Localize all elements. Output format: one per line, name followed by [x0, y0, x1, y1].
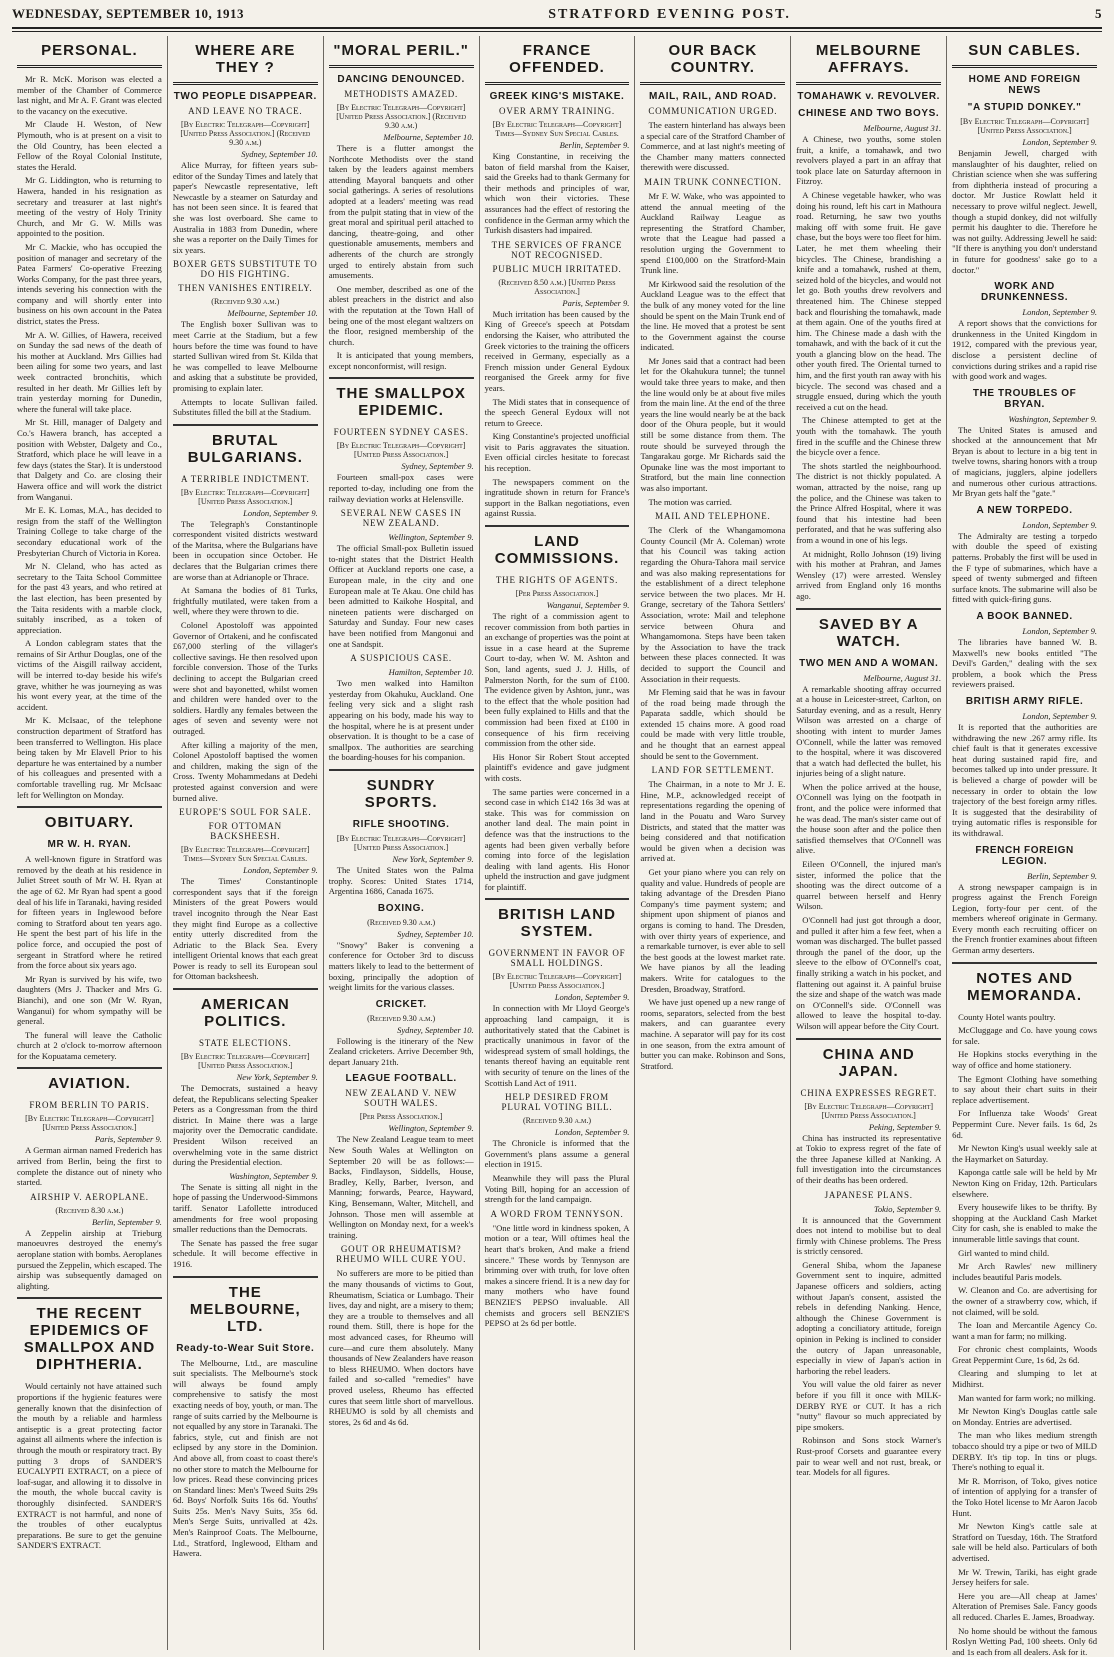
- article-paragraph: Mr Claude H. Weston, of New Plymouth, who is at present on a visit to the Old Country, has been elected a Fellow of the Royal Colonial Institute, states the Herald.: [17, 119, 162, 172]
- article-paragraph: There is a flutter amongst the Northcote Methodists over the stand taken by the leaders against members attending Mayoral banquets and other social gatherings. A series of resolutions adopted at a leaders' meeting was read from the pulpit stating that in view of the great moral and spiritual peril attached to dancing, theatre-going, and other questionable amusements, members and adherents of the church are strongly urged to entirely abstain from such amusements.: [328, 143, 474, 281]
- article-subheading: OVER ARMY TRAINING.: [499, 106, 615, 116]
- article-paragraph: Eileen O'Connell, the injured man's sister, informed the police that the shooting was the direct outcome of a quarrel between herself and Henry Wilson.: [796, 859, 942, 912]
- page-number: 5: [1095, 6, 1102, 21]
- section-rule: [17, 1297, 162, 1299]
- dateline: London, September 9.: [243, 865, 318, 876]
- article-headline: THE MELBOURNE, LTD.: [189, 1283, 301, 1335]
- column-heading: WHERE ARE THEY ?: [173, 36, 318, 85]
- dateline: Berlin, September 9.: [559, 140, 630, 150]
- article-paragraph: A German airman named Frederich has arrived from Berlin, being the first to complete the distance out of ninety who started.: [17, 1145, 162, 1188]
- article-headline: SAVED BY A WATCH.: [818, 615, 919, 650]
- article-subheading: A WORD FROM TENNYSON.: [490, 1208, 624, 1219]
- column-heading: MELBOURNE AFFRAYS.: [796, 36, 941, 85]
- article-paragraph: Mr Newton King's usual weekly sale at the Haymarket on Saturday.: [952, 1143, 1098, 1164]
- article-paragraph: Attempts to locate Sullivan failed. Substitutes filled the bill at the Stadium.: [172, 396, 318, 418]
- dateline: Washington, September 9.: [229, 1170, 318, 1181]
- article-paragraph: King Constantine's projected unofficial visit to Paris aggravates the situation. Even official circles hesitate to forecast his reception.: [484, 431, 630, 474]
- article-paragraph: The Ioan and Mercantile Agency Co. want a man for farm; no milking.: [952, 1320, 1098, 1341]
- article-subheading: CRICKET.: [375, 998, 427, 1010]
- article-subheading: GREEK KING'S MISTAKE.: [489, 91, 625, 102]
- dateline: Sydney, September 9.: [401, 461, 474, 472]
- article-paragraph: Mr Newton King's Douglas cattle sale on Monday. Entries are advertised.: [952, 1406, 1098, 1427]
- column-heading: FRANCE OFFENDED.: [485, 36, 630, 85]
- article-subheading: RIFLE SHOOTING.: [352, 818, 450, 830]
- section-rule: [329, 769, 474, 771]
- article-paragraph: The motion was carried.: [648, 496, 732, 507]
- dateline: Sydney, September 10.: [241, 149, 318, 159]
- article-paragraph: The Chairman, in a note to Mr J. E. Hine, M.P., acknowledged receipt of representations regarding the opening of land in the Pouatu and Waro Survey Districts, and stated that the matter was being considered and that notification would be given when a decision was arrived at.: [640, 779, 786, 864]
- dateline: New York, September 9.: [392, 853, 474, 864]
- dateline: London, September 9.: [1022, 137, 1098, 147]
- article-paragraph: After killing a majority of the men, Colonel Apostoloff baptised the women and children, making the sign of the Cross. Twenty Mohammedans at Dedehi protested against conversion and were burned alive.: [172, 739, 318, 803]
- article-subheading: THEN VANISHES ENTIRELY.: [178, 283, 313, 294]
- article-paragraph: His Honor Sir Robert Stout accepted plaintiff's evidence and gave judgment with costs.: [484, 751, 630, 783]
- wire-credit: [By Electric Telegraph—Copyright] Times—Sydney Sun Special Cables.: [492, 120, 622, 138]
- article-paragraph: The United States won the Palma trophy. Scores: United States 1714, Argentina 1686, Canada 1675.: [328, 864, 474, 897]
- dateline: Melbourne, September 10.: [383, 132, 474, 142]
- article-paragraph: It is announced that the Government does not intend to mobilise but to deal firmly with Chinese problems. The Press is strictly censored.: [796, 1214, 942, 1257]
- article-paragraph: The Senate is sitting all night in the hope of passing the Underwood-Simmons tariff. Senator Lafollette introduced amendments for free wool proposing smaller reductions than the Democrats.: [172, 1181, 318, 1235]
- column-where-are-they: [168, 36, 324, 1650]
- article-paragraph: The Egmont Clothing have something to say about their chart suits in their replace advertisement.: [952, 1073, 1098, 1105]
- article-subheading: GOVERNMENT IN FAVOR OF SMALL HOLDINGS.: [488, 948, 626, 969]
- article-headline: NOTES AND MEMORANDA.: [967, 969, 1083, 1004]
- article-paragraph: Mr Fleming said that he was in favour of the road being made through the Paparata saddle, which should be extended 15 chains more. A good road could be made with very little trouble, and he thought that an earnest appeal should be sent to the Government.: [640, 687, 786, 761]
- article-headline: BRITISH LAND SYSTEM.: [498, 906, 616, 941]
- dateline: Washington, September 9.: [1008, 413, 1098, 424]
- wire-credit: [By Electric Telegraph—Copyright] [United Press Association.]: [336, 441, 466, 460]
- article-paragraph: Clearing and slumping to let at Midhirst.: [952, 1368, 1098, 1390]
- masthead-date: WEDNESDAY, SEPTEMBER 10, 1913: [12, 6, 245, 21]
- wire-credit: [By Electric Telegraph—Copyright] [United Press Association.] (Received 9.30 a.m.): [180, 120, 311, 147]
- article-paragraph: When the police arrived at the house, O'Connell was lying on the footpath in front, and the police were informed that he was dead. The man's sister came out of the house soon after and the police then satisfied themselves that O'Connell was alive.: [796, 781, 942, 856]
- column-heading: SUN CABLES.: [952, 36, 1097, 68]
- columns: [12, 36, 1102, 1657]
- article-paragraph: Two men walked into Hamilton yesterday from Okahuku, Auckland. One feeling very sick and a slight rash appearing on his body, made his way to the hospital, where he is at present under observation. It is thought to be a case of smallpox. The authorities are searching the boarding-houses for his companion.: [328, 678, 474, 763]
- wire-credit: [By Electric Telegraph—Copyright] [United Press Association.]: [180, 487, 310, 506]
- dateline: London, September 9.: [554, 992, 630, 1003]
- article-subheading: Ready-to-Wear Suit Store.: [176, 1342, 315, 1354]
- article-paragraph: Alice Murray, for fifteen years sub-editor of the Sunday Times and lately that paper's Newcastle representative, left Newcastle by a steamer on Saturday and has not been seen since. It is feared that she was lost overboard. She came to Australia in 1883 from Dunedin, where she was a reporter on the Daily Times for six years.: [172, 160, 318, 255]
- article-subheading: FROM BERLIN TO PARIS.: [29, 1100, 150, 1111]
- article-paragraph: It is anticipated that young members, except nonconformist, will resign.: [328, 350, 474, 371]
- column-sun-cables: [947, 36, 1102, 1657]
- wire-credit: [By Electric Telegraph—Copyright] [United Press Association.]: [180, 1052, 310, 1071]
- article-paragraph: A report shows that the convictions for drunkenness in the United Kingdom in 1912, compared with the previous year, disclose a persistent decline of convictions during strikes and a rapid rise with good work and wages.: [952, 318, 1098, 382]
- article-paragraph: Mr F. W. Wake, who was appointed to attend the annual meeting of the Auckland Railway League as representing the Stratford Chamber, wrote that the League had passed a resolution urging the Government to spend £100,000 on the Stratford-Main Trunk line.: [640, 190, 786, 276]
- article-paragraph: The Telegraph's Constantinople correspondent visited districts westward of the Maritsa, where the Bulgarians have been in occupation since October. He declares that the Bulgarian crimes there are worse than at Adrianople or Thrace.: [172, 518, 318, 582]
- article-paragraph: Mr A. W. Gillies, of Hawera, received on Sunday the sad news of the death of his mother at Auckland. Mrs Gillies had been ailing for some two years, and last week contracted bronchitis, which resulted in her death. Mr Gillies left by train yesterday morning for Dunedin, where the funeral will take place.: [17, 329, 162, 414]
- article-subheading: THE RIGHTS OF AGENTS.: [495, 575, 619, 586]
- article-subheading: MR W. H. RYAN.: [47, 839, 132, 851]
- section-rule: [485, 525, 630, 527]
- article-paragraph: A Zeppelin airship at Trieburg manoeuvres destroyed the enemy's aeroplane station with bombs. Aeroplanes pursued the Zeppelin, which escaped. The airship was subsequently damaged on alighting.: [17, 1227, 162, 1291]
- article-paragraph: McCluggage and Co. have young cows for sale.: [952, 1025, 1098, 1046]
- article-subheading: DANCING DENOUNCED.: [337, 74, 465, 85]
- article-subheading: METHODISTS AMAZED.: [344, 89, 459, 99]
- article-headline: AMERICAN POLITICS.: [200, 996, 290, 1031]
- article-paragraph: The Admiralty are testing a torpedo with double the speed of existing patterns. Probably the first will be used in the F type of submarines, which have a speed of twenty submerged and fifteen surface knots. The submarine will also be fitted with quick-firing guns.: [952, 530, 1098, 605]
- wire-credit: [By Electric Telegraph—Copyright] [United Press Association.] (Received 9.30 a.m.): [336, 103, 467, 130]
- wire-credit: [By Electric Telegraph—Copyright] Times—Sydney Sun Special Cables.: [180, 845, 310, 864]
- dateline: Berlin, September 9.: [91, 1216, 162, 1227]
- dateline: London, September 9.: [1022, 307, 1098, 318]
- section-rule: [485, 898, 630, 900]
- article-headline: CHINA AND JAPAN.: [822, 1045, 915, 1080]
- article-subheading: TWO MEN AND A WOMAN.: [799, 657, 939, 669]
- wire-credit: [By Electric Telegraph—Copyright] [United Press Association.]: [804, 1101, 934, 1120]
- article-subheading: MAIL AND TELEPHONE.: [655, 511, 771, 522]
- article-paragraph: Mr Ryan is survived by his wife, two daughters (Mrs J. Thacker and Mrs G. Bianchi), and one son (Mr W. Ryan, Wanganui) for whom sympathy will be general.: [17, 973, 162, 1027]
- dateline: London, September 9.: [1022, 626, 1098, 636]
- article-headline: SUNDRY SPORTS.: [364, 776, 438, 811]
- article-headline: THE SMALLPOX EPIDEMIC.: [336, 385, 466, 420]
- wire-credit: [Per Press Association.]: [515, 589, 599, 599]
- article-paragraph: For chronic chest complaints, Woods Great Peppermint Cure, 1s 6d, 2s 6d.: [952, 1344, 1098, 1365]
- wire-credit: (Received 9.30 a.m.): [367, 1013, 436, 1023]
- column-personal: [12, 36, 168, 1650]
- article-paragraph: In connection with Mr Lloyd George's approaching land campaign, it is authoritatively stated that the Cabinet is practically unanimous in favor of the widespread system of small holdings, the tenants thereof having an equitable rent with security of tenure on the lines of the Scottish Land Act of 1911.: [484, 1003, 630, 1088]
- article-subheading: LEAGUE FOOTBALL.: [345, 1073, 457, 1085]
- wire-credit: (Received 9.30 a.m.): [367, 917, 436, 927]
- section-rule: [329, 377, 474, 379]
- article-headline: LAND COMMISSIONS.: [494, 533, 620, 568]
- masthead-title: STRATFORD EVENING POST.: [548, 7, 791, 22]
- article-subheading: A SUSPICIOUS CASE.: [350, 653, 452, 664]
- column-heading: OUR BACK COUNTRY.: [640, 36, 785, 85]
- article-paragraph: The eastern hinterland has always been a special care of the Stratford Chamber of Commerce, and at last night's meeting of the Chamber many matters connected therewith were discussed.: [640, 120, 786, 173]
- dateline: Paris, September 9.: [562, 297, 630, 308]
- article-paragraph: Mr N. Cleland, who has acted as secretary to the Taita School Committee for the past 43 years, and who retired at the last election, has been presented by the Taita residents with a marble clock, suitably inscribed, as a token of appreciation.: [17, 561, 162, 635]
- article-subheading: CHINA EXPRESSES REGRET.: [800, 1087, 937, 1098]
- wire-credit: (Received 8.30 a.m.): [55, 1205, 124, 1215]
- dateline: Melbourne, August 31.: [863, 123, 942, 133]
- article-paragraph: The United States is amused and shocked at the announcement that Mr Bryan is about to lecture in a big tent in twelve towns, sharing honors with a troup of magicians, jugglers, alpine jodellers and numerous other curious attractions. Mr Bryan gets half the "gate.": [952, 424, 1098, 499]
- article-paragraph: We have just opened up a new range of rooms, separators, selected from the best makers, and can guarantee every machine. A separator will pay for its cost in one season, from the extra amount of butter you can make. Robinson and Sons, Stratford.: [640, 997, 786, 1071]
- article-paragraph: Mr G. Liddington, who is returning to Hawera, handed in his resignation as secretary and treasurer at last night's meeting of the vestry of Holy Trinity Church, and Mr G. W. Mills was appointed to the position.: [17, 175, 162, 239]
- wire-credit: [Per Press Association.]: [359, 1112, 443, 1122]
- article-headline: AVIATION.: [48, 1075, 131, 1093]
- article-subheading: BOXER GETS SUBSTITUTE TO DO HIS FIGHTING.: [172, 259, 318, 280]
- article-paragraph: The same parties were concerned in a second case in which £142 16s 3d was at stake. This was for commission on another land deal. The main point in defence was that the instructions to the agents had been given verbally before coming into force of the legislation dealing with land agents. His Honor upheld the instruction and gave judgment for plaintiff.: [484, 786, 630, 892]
- dateline: Hamilton, September 10.: [388, 667, 474, 678]
- article-paragraph: The Chinese attempted to get at the youth with the tomahawk. The youth fired in the scuffle and the Chinese threw the bicycle over a fence.: [796, 415, 942, 458]
- dateline: Wanganui, September 9.: [546, 600, 630, 611]
- article-subheading: NEW ZEALAND V. NEW SOUTH WALES.: [345, 1088, 458, 1109]
- masthead-rule: [12, 31, 1102, 32]
- article-paragraph: The Times' Constantinople correspondent says that if the foreign Ministers of the great Powers would travel incognito through the Near East they might find Europe as a collective entity utterly discredited from the Adriatic to the Black Sea. Every intelligent Oriental knows that each great Power is ready to sell its European soul for Ottoman backsheesh.: [172, 876, 318, 982]
- article-subheading: A NEW TORPEDO.: [976, 504, 1073, 516]
- article-paragraph: Fourteen small-pox cases were reported to-day, including one from the railway deviation works at Helensville.: [328, 472, 474, 504]
- article-subheading: THE TROUBLES OF BRYAN.: [972, 387, 1077, 410]
- article-paragraph: Mr C. Mackie, who has occupied the position of manager and secretary of the Patea Farmers' Co-operative Freezing Works Company, for the past three years, intends severing his connection with the company and will shortly enter into business on his own account in the Patea district, states the Press.: [17, 241, 162, 327]
- article-paragraph: Mr Newton King's cattle sale at Stratford on Tuesday, 16th. The Stratford sale will be held also. Particulars of both advertised.: [952, 1521, 1098, 1563]
- article-subheading: STATE ELECTIONS.: [199, 1038, 292, 1049]
- article-subheading: TOMAHAWK v. REVOLVER.: [797, 91, 941, 102]
- article-subheading: WORK AND DRUNKENNESS.: [980, 281, 1069, 304]
- article-paragraph: The Clerk of the Whangamomona County Council (Mr A. Coleman) wrote that his Council was taking action regarding the Ohura-Tahora mail service and was also making representations for the establishment of a direct telephone service between the two places. Mr H. Grange, secretary of the Tahora Settlers' Association, wrote: Mail and telephone service between Ohura and Whangamomona. Steps have been taken by the Association to have the track between these places connected. It was decided to support the Council and Association in their requests.: [640, 525, 786, 684]
- article-subheading: BRITISH ARMY RIFLE.: [965, 695, 1084, 707]
- article-headline: OBITUARY.: [44, 814, 135, 832]
- article-paragraph: Man wanted for farm work; no milking.: [958, 1392, 1096, 1403]
- article-paragraph: One member, described as one of the ablest preachers in the district and also with the reputation at the Town Hall of being one of the most elegant waltzers on the floor, resigned membership of the church.: [328, 283, 474, 347]
- article-paragraph: Mr R. McK. Morison was elected a member of the Chamber of Commerce last night, and Mr A. F. Grant was elected to the vacancy on the executive.: [17, 74, 162, 116]
- article-paragraph: The newspapers comment on the ingratitude shown in return for France's support in the Balkan negotiations, even against Russia.: [484, 476, 630, 519]
- article-paragraph: Mr W. Trewin, Tariki, has eight grade Jersey heifers for sale.: [952, 1566, 1098, 1588]
- article-paragraph: A strong newspaper campaign is in progress against the French Foreign Legion, forty-four per cent. of the members whereof originate in Germany. Every month each recruiting officer on the French frontier examines about fifteen German army deserters.: [952, 881, 1098, 956]
- article-paragraph: Mr Kirkwood said the resolution of the Auckland League was to the effect that the bulk of any money voted for the line should be spent on the Main Trunk end of the line. He moved that a protest be sent to the Government against the course indicated.: [640, 278, 786, 353]
- article-paragraph: A Chinese, two youths, some stolen fruit, a knife, a tomahawk, and two revolvers played a part in an affray that took place late on Saturday afternoon in Fitzroy.: [796, 134, 942, 187]
- article-paragraph: Much irritation has been caused by the King of Greece's speech at Potsdam endorsing the Kaiser, who attributed the Greek victories to the training the officers received in Germany, especially as a French mission under General Eydoux reorganised the Greek army for five years.: [484, 308, 630, 393]
- dateline: New York, September 9.: [236, 1072, 318, 1083]
- column-melbourne-affrays: [791, 36, 947, 1650]
- article-paragraph: Mr St. Hill, manager of Dalgety and Co.'s Hawera branch, has accepted a position with Webster, Dalgety and Co., Stratford, which place he will leave in a few days (states the Star). It is understood that Dalgety and Co. are closing their Hawera office and will work the district from Wanganui.: [17, 417, 162, 502]
- article-subheading: COMMUNICATION URGED.: [648, 106, 778, 116]
- article-subheading: A TERRIBLE INDICTMENT.: [181, 473, 310, 484]
- section-rule: [796, 608, 941, 610]
- wire-credit: [By Electric Telegraph—Copyright] [United Press Association.]: [960, 117, 1089, 135]
- wire-credit: (Received 9.30 a.m.): [211, 297, 280, 307]
- article-paragraph: Here you are—All cheap at James' Alteration of Premises Sale. Fancy goods all reduced. Charles E. James, Broadway.: [952, 1590, 1098, 1622]
- article-paragraph: Following is the itinerary of the New Zealand cricketers. Arrive December 9th, depart January 21th.: [328, 1035, 474, 1067]
- article-subheading: HELP DESIRED FROM PLURAL VOTING BILL.: [501, 1092, 613, 1113]
- article-paragraph: King Constantine, in receiving the baton of field marshal from the Kaiser, said the Greeks had to thank Germany for their methods and principles of war, which won their victories. These assurances had the effect of restoring the confidence in the German army which the Turkish disasters had impaired.: [484, 151, 630, 236]
- article-paragraph: The man who likes medium strength tobacco should try a pipe or two of MILD DERBY. It's tip top. In tins or plugs. There's nothing to equal it.: [952, 1430, 1098, 1473]
- article-paragraph: Mr R. Morrison, of Toko, gives notice of intention of applying for a transfer of the Toko Hotel license to Mr Aaron Jacob Hunt.: [952, 1475, 1098, 1518]
- wire-credit: (Received 9.30 a.m.): [523, 1116, 591, 1126]
- article-subheading: MAIL, RAIL, AND ROAD.: [648, 91, 777, 102]
- section-rule: [17, 806, 162, 808]
- article-subheading: THE SERVICES OF FRANCE NOT RECOGNISED.: [491, 239, 623, 260]
- article-paragraph: The Chronicle is informed that the Government's plans assume a general election in 1915.: [484, 1138, 630, 1170]
- article-paragraph: A London cablegram states that the remains of Sir Arthur Douglas, one of the victims of the Aisgill railway accident, will be interred to-day beside his wife's grave, whither he was journeying as was his wont every year, at the time of the accident.: [17, 638, 162, 712]
- article-paragraph: O'Connell had just got through a door, and pulled it after him a few feet, when a woman was discharged. The bullet passed through the panel of the door, up the sleeve to the elbow of O'Connell's coat, finally striking a watch in his pocket, and flattening out against it. A painful bruise the size and shape of the watch was made on O'Connell's side. O'Connell was allowed to leave the hospital to-day. Wilson will appear before the City Court.: [796, 915, 942, 1031]
- article-subheading: A BOOK BANNED.: [976, 611, 1073, 622]
- article-subheading: PUBLIC MUCH IRRITATED.: [492, 263, 622, 274]
- article-paragraph: Benjamin Jewell, charged with manslaughter of his daughter, relied on Christian science when she was suffering from diphtheria instead of procuring a doctor. Mr Justice Rowlatt held it necessary to prove wilful neglect. Jewell, though a stupid donkey, did not wilfully permit his daughter to die. Therefore he was not guilty. Addressing Jewell he said: "If there is anything you don't understand in future for goodness' sake go to a doctor.": [952, 148, 1098, 275]
- dateline: Melbourne, August 31.: [863, 672, 942, 683]
- wire-credit: [By Electric Telegraph—Copyright] [United Press Association.]: [336, 833, 466, 852]
- article-subheading: CHINESE AND TWO BOYS.: [798, 108, 940, 119]
- column-heading: "MORAL PERIL.": [329, 36, 474, 68]
- article-paragraph: The libraries have banned W. B. Maxwell's new books entitled "The Devil's Garden," dealing with the sex problem, a book which the Press reviewers praised.: [952, 637, 1098, 690]
- section-rule: [173, 1276, 318, 1278]
- section-rule: [173, 424, 318, 426]
- dateline: Paris, September 9.: [94, 1134, 162, 1145]
- article-paragraph: At midnight, Rollo Johnson (19) living with his mother at Prahran, and James Wensley (17) were arrested. Wensley arrived from England only 16 months ago.: [796, 548, 942, 601]
- article-paragraph: Meanwhile they will pass the Plural Voting Bill, hoping for an accession of strength for the land campaign.: [484, 1173, 630, 1205]
- section-rule: [952, 962, 1097, 964]
- article-subheading: MAIN TRUNK CONNECTION.: [644, 176, 782, 187]
- wire-credit: (Received 8.50 a.m.) [United Press Association.]: [498, 277, 616, 296]
- article-paragraph: W. Cleanon and Co. are advertising for the owner of a strawberry cow, which, if not claimed, will be sold.: [952, 1285, 1098, 1317]
- article-paragraph: A well-known figure in Stratford was removed by the death at his residence in Juliet Street south of Mr W. H. Ryan at the age of 62. Mr Ryan had spent a good deal of his life in Taranaki, having resided for fifteen years in Inglewood before coming to Stratford about ten years ago. He spent the best part of his life in the police force, and occupied the post of sergeant in Stratford where he retired from the force about six years ago.: [17, 854, 162, 971]
- article-subheading: TWO PEOPLE DISAPPEAR.: [173, 91, 317, 102]
- article-paragraph: Colonel Apostoloff was appointed Governor of Ortakeni, and he confiscated £67,000 sterling of the villager's collective savings. He then resolved upon forcible conversion. Those of the Turks declining to accept the Bulgarian creed were shot and bayonetted, whilst women and children were handed over to the soldiers. Hardly any females between the ages of seven and seventy were not outraged.: [172, 620, 318, 736]
- masthead: [12, 6, 1102, 29]
- dateline: London, September 9.: [1022, 710, 1098, 721]
- wire-credit: [By Electric Telegraph—Copyright] [United Press Association.]: [25, 1114, 154, 1133]
- article-paragraph: Girl wanted to mind child.: [958, 1247, 1050, 1258]
- dateline: Wellington, September 9.: [388, 532, 474, 543]
- article-paragraph: The Democrats, sustained a heavy defeat, the Republicans selecting Speaker Peters as a Congressman from the third district. In Maine there was a large majority over the Democratic candidate. President Wilson received an overwhelming vote in the same district during the Presidential election.: [172, 1083, 318, 1168]
- article-paragraph: Mr Arch Rawles' new millinery includes beautiful Paris models.: [952, 1261, 1098, 1282]
- article-subheading: LAND FOR SETTLEMENT.: [651, 765, 775, 776]
- article-subheading: GOUT OR RHEUMATISM? RHEUMO WILL CURE YOU.: [336, 1244, 467, 1265]
- section-rule: [17, 1067, 162, 1069]
- wire-credit: [By Electric Telegraph—Copyright] [United Press Association.]: [492, 972, 622, 991]
- article-headline: THE RECENT EPIDEMICS OF SMALLPOX AND DIPHTHERIA.: [23, 1305, 156, 1374]
- article-paragraph: The right of a commission agent to recover commission from both parties in an exchange of properties was the point at issue in a case heard at the Supreme Court to-day, when W. M. Ashton and Son, land agents, sued J. J. Hills, of Palmerston North, for the sum of £100. The evidence given by Ashton, junr., was to the effect that the whole position had been fully explained to Hills and that the commission had been fixed at £100 in consequence of his firm receiving commission from the other side.: [484, 611, 630, 749]
- column-france-offended: [480, 36, 636, 1650]
- dateline: Sydney, September 10.: [397, 1024, 474, 1035]
- article-subheading: FOR OTTOMAN BACKSHEESH.: [208, 821, 282, 842]
- article-paragraph: The funeral will leave the Catholic church at 2 o'clock to-morrow afternoon for the Kopuatama cemetery.: [17, 1029, 162, 1061]
- article-paragraph: The official Small-pox Bulletin issued to-night states that the District Health Officer at Auckland reports one case, a European male, in the city and one European male at Te Akau. One child has been admitted to Kaikohe Hospital, and nineteen patients were discharged on Saturday and Sunday. Four new cases have been notified from Mangonui and one at Sandspit.: [328, 543, 474, 649]
- article-paragraph: Mr Jones said that a contract had been let for the Okahukura tunnel; the tunnel would take three years to make, and then the line would only be at about five miles from the main line. At the end of the three years the line would nearly be at the back door of the Ohura people, but it would still be some distance from them. The route should be surveyed through the Tangarakau gorge. Mr Richards said the Opunake line was the most important to Stratford, but the main line connection was also important.: [640, 355, 786, 493]
- dateline: Berlin, September 9.: [1027, 870, 1098, 881]
- column-moral-peril: [324, 36, 480, 1650]
- article-paragraph: Every housewife likes to be thrifty. By shopping at the Auckland Cash Market City for cash, she is enabled to make the innumerable little savings that count.: [952, 1202, 1098, 1244]
- article-headline: BRUTAL BULGARIANS.: [187, 431, 303, 466]
- article-paragraph: "One little word in kindness spoken, A motion or a tear, Will oftimes heal the heart that's broken, And make a friend sincere." These words by Tennyson are brimming over with truth, for love often makes a sincere friend. It is a new day for many mothers who have found BENZIE'S PEPSO invaluable. All chemists and grocers sell BENZIE'S PEPSO at 2s 6d per bottle.: [484, 1222, 630, 1329]
- article-subheading: AND LEAVE NO TRACE.: [188, 106, 303, 116]
- article-paragraph: Robinson and Sons stock Warner's Rust-proof Corsets and guarantee every pair to wear well and not rust, break, or tear. Models for all figures.: [796, 1435, 942, 1478]
- article-subheading: HOME AND FOREIGN NEWS: [968, 74, 1081, 96]
- article-subheading: BOXING.: [377, 902, 425, 914]
- dateline: Peking, September 9.: [868, 1121, 942, 1132]
- dateline: Wellington, September 9.: [388, 1123, 474, 1134]
- article-paragraph: A Chinese vegetable hawker, who was doing his round, left his cart in Mathoura road. Returning, he saw two youths making off with some fruit. He gave chase, but the boys were too fleet for him. Later, he met them wheeling their bicycles. The Chinese, brandishing a knife and a tomahawk, rushed at them, seized hold of the bicycles, and would not let go. Both youths drew revolvers and threatened him. The Chinese stepped back and flourishing the tomahawk, made at them again. One of the youths fired at him. The Chinese made a dash with the tomahawk, and with the back of it cut the youth a glancing blow on the head. The other youth fired. The Oriental turned to him, and the first youth ran away with his bicycle. The second was chased and a struggle ensued, during which the youth received a cut on the head.: [796, 189, 942, 412]
- article-paragraph: The Senate has passed the free sugar schedule. It will become effective in 1916.: [172, 1237, 318, 1269]
- article-paragraph: The New Zealand League team to meet New South Wales at Wellington on September 20 will be as follows:— Backs, Findlayson, Siddells, House, Bradley, Kelly, Barber, Iverson, and Manning; forwards, Pearce, Hayward, King, Bensemann, Walter, Mitchell, and Johnson. Those men will assemble at Wellington on Monday next, for a week's training.: [328, 1134, 474, 1240]
- dateline: Melbourne, September 10.: [227, 308, 318, 319]
- article-paragraph: At Samana the bodies of 81 Turks, frightfully mutilated, were taken from a well, where they were thrown to die.: [172, 585, 318, 617]
- article-subheading: FRENCH FOREIGN LEGION.: [975, 844, 1074, 867]
- article-paragraph: No sufferers are more to be pitied than the many thousands of victims to Gout, Rheumatism, Sciatica or Lumbago. Their lives, day and night, are a misery to them; they are a trouble to themselves and all round them. Still, there is hope for the most advanced cases, for Rheumo will cure—and cure them absolutely. Many thousands of New Zealanders have reason to bless RHEUMO. When doctors have failed and so-called "remedies" have proved useless, Rheumo has effected cures that seem little short of marvellous. RHEUMO is sold by all chemists and stores, 2s 6d and 4s 6d.: [328, 1268, 474, 1427]
- article-paragraph: The shots startled the neighbourhood. The district is not thickly populated. A woman, attracted by the noise, rang up the police, and the Chinese was taken to the Prince Alfred Hospital, where it was found that his intestine had been perforated, and that he was suffering also from a wound in one of his legs.: [796, 460, 942, 545]
- article-subheading: "A STUPID DONKEY.": [967, 102, 1082, 113]
- section-rule: [173, 988, 318, 990]
- article-paragraph: A remarkable shooting affray occurred at a house in Leicester-street, Carlton, on Saturday evening, and as a result, Henry Wilson was arrested on a charge of shooting with intent to murder James O'Connell, while the latter was removed to the hospital, where it was discovered that a watch had deflected the bullet, his injuries being of a slight nature.: [796, 683, 942, 779]
- article-subheading: EUROPE'S SOUL FOR SALE.: [179, 807, 312, 818]
- article-paragraph: Would certainly not have attained such proportions if the hygienic features were generally known that the disinfection of the mouth by a reliable and harmless antiseptic is a great protecting factor against all ailments where the infection is through the mouth or respiratory tract. By putting 3 drops of SANDER'S EUCALYPTI EXTRACT, on a piece of loaf-sugar, and allowing it to dissolve in the mouth, the whole buccal cavity is thoroughly disinfected. SANDER'S EXTRACT is not harmful, and none of the troubles of other eucalyptus preparations. Be sure to get the genuine SANDER'S EXTRACT.: [17, 1381, 162, 1551]
- article-paragraph: You will value the old fairer as never before if you fill it once with MILK-DERBY RYE or CUT. It has a rich "nutty" flavour so much appreciated by pipe smokers.: [796, 1379, 942, 1432]
- article-subheading: JAPANESE PLANS.: [824, 1189, 913, 1200]
- column-heading: PERSONAL.: [17, 36, 162, 68]
- article-paragraph: The Midi states that in consequence of the speech General Eydoux will not return to Greece.: [484, 396, 630, 428]
- article-paragraph: China has instructed its representative at Tokio to express regret of the fate of the three Japanese killed at Nanking. A full investigation into the circumstances of their deaths has been ordered.: [796, 1132, 942, 1185]
- article-paragraph: Kaponga cattle sale will be held by Mr Newton King on Friday, 12th. Particulars elsewhere.: [952, 1167, 1098, 1199]
- article-subheading: FOURTEEN SYDNEY CASES.: [333, 427, 469, 438]
- article-paragraph: Mr E. K. Lomas, M.A., has decided to resign from the staff of the Wellington Training College to take charge of the secondary educational work of the Presbyterian Church of Victoria in Korea.: [17, 505, 162, 558]
- article-paragraph: It is reported that the authorities are withdrawing the new .267 army rifle. Its chief fault is that it generates excessive heat during sustained rapid fire, and becomes talked up into under pressure. It is believed a charge of powder will be necessary in order to obtain the low trajectory of the best foreign army rifles. It is suggested that the desirability of trying automatic rifles is responsible for its withdrawal.: [952, 721, 1098, 838]
- column-our-back-country: [635, 36, 791, 1650]
- article-subheading: AIRSHIP V. AEROPLANE.: [30, 1191, 149, 1202]
- section-rule: [796, 1038, 941, 1040]
- article-paragraph: "Snowy" Baker is convening a conference for October 3rd to discuss matters likely to lead to the betterment of boxing, principally the adoption of weight limits for the various classes.: [328, 939, 474, 993]
- article-paragraph: County Hotel wants poultry.: [958, 1011, 1056, 1022]
- article-paragraph: General Shiba, whom the Japanese Government sent to inquire, admitted Japanese officers and soldiers, acting without Japan's consent, assisted the rebels in defending Nanking. Hence, although the Chinese Government is adopting a conciliatory attitude, foreign opinion in Peking is inclined to consider the outcry of Japan unreasonable, especially in view of Japan's action in harboring the rebel leaders.: [796, 1259, 942, 1376]
- dateline: London, September 9.: [243, 507, 318, 518]
- article-paragraph: For Influenza take Woods' Great Peppermint Cure. Never fails. 1s 6d, 2s 6d.: [952, 1108, 1098, 1140]
- article-paragraph: The Melbourne, Ltd., are masculine suit specialists. The Melbourne's stock will always be found amply comprehensive to satisfy the most exacting needs of boy, youth, or man. The range of suits carried by the Melbourne is not equalled by any store in Taranaki. The fabrics, style, cut and finish are not eclipsed by any store in the Dominion. And above all, from coast to coast there's no other store to match the Melbourne for low prices. Read these convincing prices on Standard lines: Men's Tweed Suits 29s 6d. Boys' Norfolk Suits 16s 6d. Youths' Suits 25s. Men's Navy Suits, 35s 6d. Men's Serge Suits, unrivalled at 42s. Men's Rainproof Coats. The Melbourne, Ltd., Stratford, Inglewood, Eltham and Hawera.: [172, 1357, 318, 1559]
- dateline: Tokio, September 9.: [873, 1203, 942, 1214]
- article-paragraph: Get your piano where you can rely on quality and value. Hundreds of people are taking advantage of the Dresden Piano Company's time payment system; and shipment upon shipment of pianos and organs is coming to hand. The Dresden, with over thirty years of experience, and a remarkable turnover, is ever able to sell the best goods at the lowest market rate. We have pianos by all the leading makers. Write for catalogues to the Dresden, Broadway, Stratford.: [640, 867, 786, 994]
- article-subheading: SEVERAL NEW CASES IN NEW ZEALAND.: [340, 508, 462, 529]
- article-paragraph: No home should be without the famous Roslyn Wetting Pad, 100 sheets. Only 6d and 1s each from all dealers. Ask for it.: [952, 1625, 1098, 1657]
- dateline: London, September 9.: [1022, 519, 1098, 530]
- article-paragraph: He Hopkins stocks everything in the way of office and home stationery.: [952, 1049, 1098, 1071]
- dateline: Sydney, September 10.: [397, 928, 474, 939]
- article-paragraph: The English boxer Sullivan was to meet Carrie at the Stadium, but a few hours before the time was found to have started Sullivan wired from St. Kilda that he was compelled to leave Melbourne and asking that a substitute be provided, promising to explain later.: [172, 319, 318, 393]
- dateline: London, September 9.: [554, 1127, 630, 1138]
- article-paragraph: Mr K. McIsaac, of the telephone construction department of Stratford has been transferred to Wellington. His place being taken by Mr Elavell Prior to his departure he was entertained by a number of his colleagues and presented with a comfortable travelling rug. Mr McIsaac left for Wellington on Monday.: [17, 715, 162, 800]
